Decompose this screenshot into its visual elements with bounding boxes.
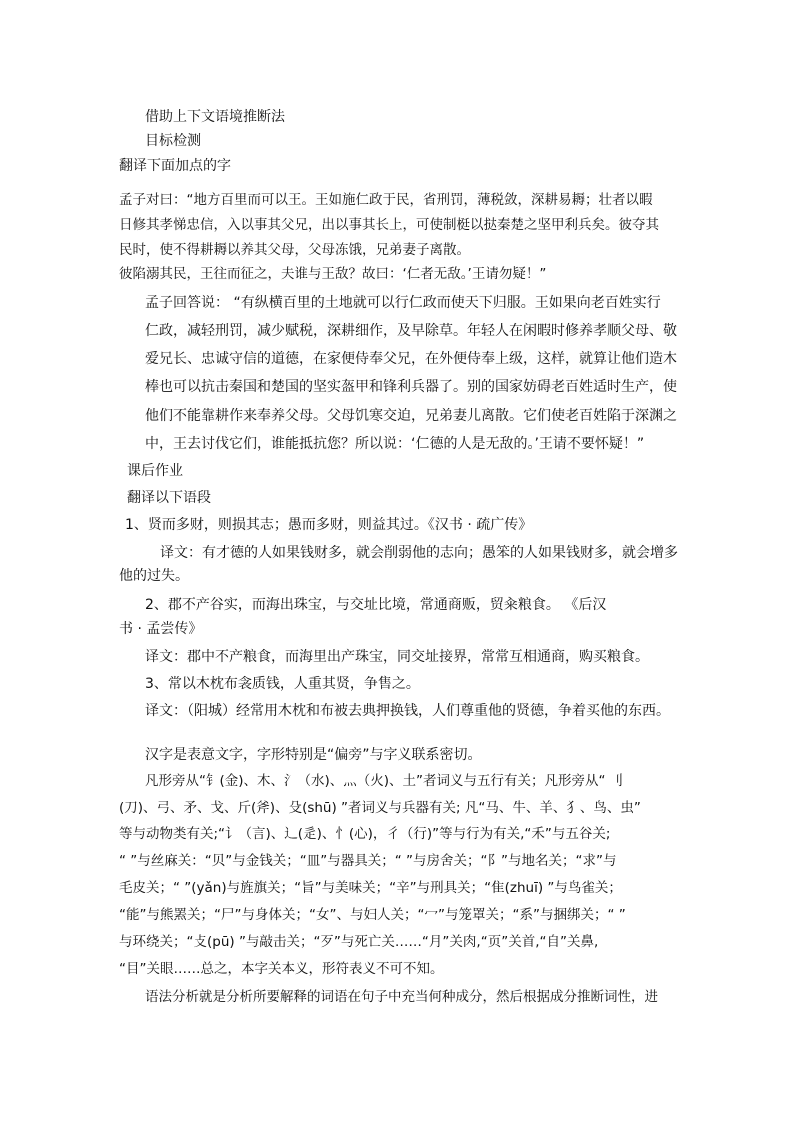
mencius-trans-line-6: 中，王去讨伐它们，谁能抵抗您？所以说：‘仁德的人是无敌的。’王请不要怀疑！” <box>145 436 645 452</box>
item-1: 1、贤而多财，则损其志；愚而多财，则益其过。《汉书 · 疏广传》 <box>125 517 533 533</box>
mencius-orig-line-4: 彼陷溺其民，王往而征之，夫谁与王敌？故曰：‘仁者无敌。’王请勿疑！” <box>119 266 547 282</box>
heading-translate-dotted: 翻译下面加点的字 <box>119 158 231 174</box>
mencius-orig-line-3: 民时，使不得耕耨以养其父母，父母冻饿，兄弟妻子离散。 <box>119 242 470 258</box>
hanzi-intro: 汉字是表意文字，字形特别是“偏旁”与字义联系密切。 <box>145 747 482 763</box>
radicals-line-8: “目”关眼……总之，本字关本义，形符表义不可不知。 <box>119 961 444 977</box>
radicals-line-6: “能”与熊罴关；“尸”与身体关；“女”、与妇人关；“冖”与笼罩关；“系”与捆绑关；“ ” <box>119 907 626 923</box>
mencius-trans-line-3: 爱兄长、忠诚守信的道德，在家便侍奉父兄，在外便侍奉上级，这样，就算让他们造木 <box>145 351 677 367</box>
mencius-trans-line-1: 孟子回答说： “有纵横百里的土地就可以行仁政而使天下归服。王如果向老百姓实行 <box>145 295 661 311</box>
item-2-line-1: 2、郡不产谷实，而海出珠宝，与交址比境，常通商贩，贸籴粮食。 《后汉 <box>145 597 607 613</box>
radicals-line-4: “ ”与丝麻关：“贝”与金钱关；“皿”与器具关；“ ”与房舍关；“阝”与地名关；“求”与 <box>119 853 617 869</box>
mencius-trans-line-2: 仁政，减轻刑罚，减少赋税，深耕细作，及早除草。年轻人在闲暇时修养孝顺父母、敬 <box>145 323 677 339</box>
radicals-line-5: 毛皮关；“ ”(yǎn)与旌旗关；“旨”与美味关；“辛”与刑具关；“隹(zhuī) ”与鸟雀关； <box>119 880 622 896</box>
item-3: 3、常以木枕布衾质钱，人重其贤，争售之。 <box>145 676 420 692</box>
mencius-trans-line-4: 棒也可以抗击秦国和楚国的坚实盔甲和锋利兵器了。别的国家妨碍老百姓适时生产，使 <box>145 379 677 395</box>
mencius-orig-line-2: 日修其孝悌忠信，入以事其父兄，出以事其长上，可使制梃以挞秦楚之坚甲利兵矣。彼夺其 <box>119 217 659 233</box>
item-1-trans-line-2: 他的过失。 <box>119 568 189 584</box>
radicals-line-2: (刀)、弓、矛、戈、斤(斧)、殳(shū) ”者词义与兵器有关; 凡“马、牛、羊、犭、鸟、虫” <box>119 800 641 816</box>
item-1-trans-line-1: 译文：有才德的人如果钱财多，就会削弱他的志向；愚笨的人如果钱财多，就会增多 <box>160 545 678 561</box>
mencius-orig-line-1: 孟子对曰：“地方百里而可以王。王如施仁政于民，省刑罚，薄税敛，深耕易耨；壮者以暇 <box>119 192 653 208</box>
grammar-analysis: 语法分析就是分析所要解释的词语在句子中充当何种成分，然后根据成分推断词性，进 <box>145 989 658 1005</box>
heading-target-check: 目标检测 <box>145 133 201 149</box>
mencius-trans-line-5: 他们不能靠耕作来奉养父母。父母饥寒交迫，兄弟妻儿离散。它们使老百姓陷于深渊之 <box>145 408 677 424</box>
homework-title: 课后作业 <box>127 463 183 479</box>
item-2-line-2: 书 · 孟尝传》 <box>119 621 203 637</box>
homework-subtitle: 翻译以下语段 <box>127 490 211 506</box>
radicals-line-7: 与环绕关；“攴(pū) ”与敲击关；“歹”与死亡关……“月”关肉,“页”关首,“自”关鼻, <box>119 934 599 950</box>
item-3-trans: 译文：（阳城）经常用木枕和布被去典押换钱，人们尊重他的贤德，争着买他的东西。 <box>145 703 670 719</box>
radicals-line-1: 凡形旁从“钅(金)、木、氵（水)、灬（火)、土”者词义与五行有关；凡形旁从“ 刂 <box>145 773 624 789</box>
heading-context-inference: 借助上下文语境推断法 <box>145 109 285 125</box>
item-2-trans: 译文：郡中不产粮食，而海里出产珠宝，同交址接界，常常互相通商，购买粮食。 <box>145 649 649 665</box>
radicals-line-3: 等与动物类有关;“讠（言)、辶(辵)、忄(心)，彳（行)”等与行为有关,“禾”与五谷关; <box>119 826 611 842</box>
